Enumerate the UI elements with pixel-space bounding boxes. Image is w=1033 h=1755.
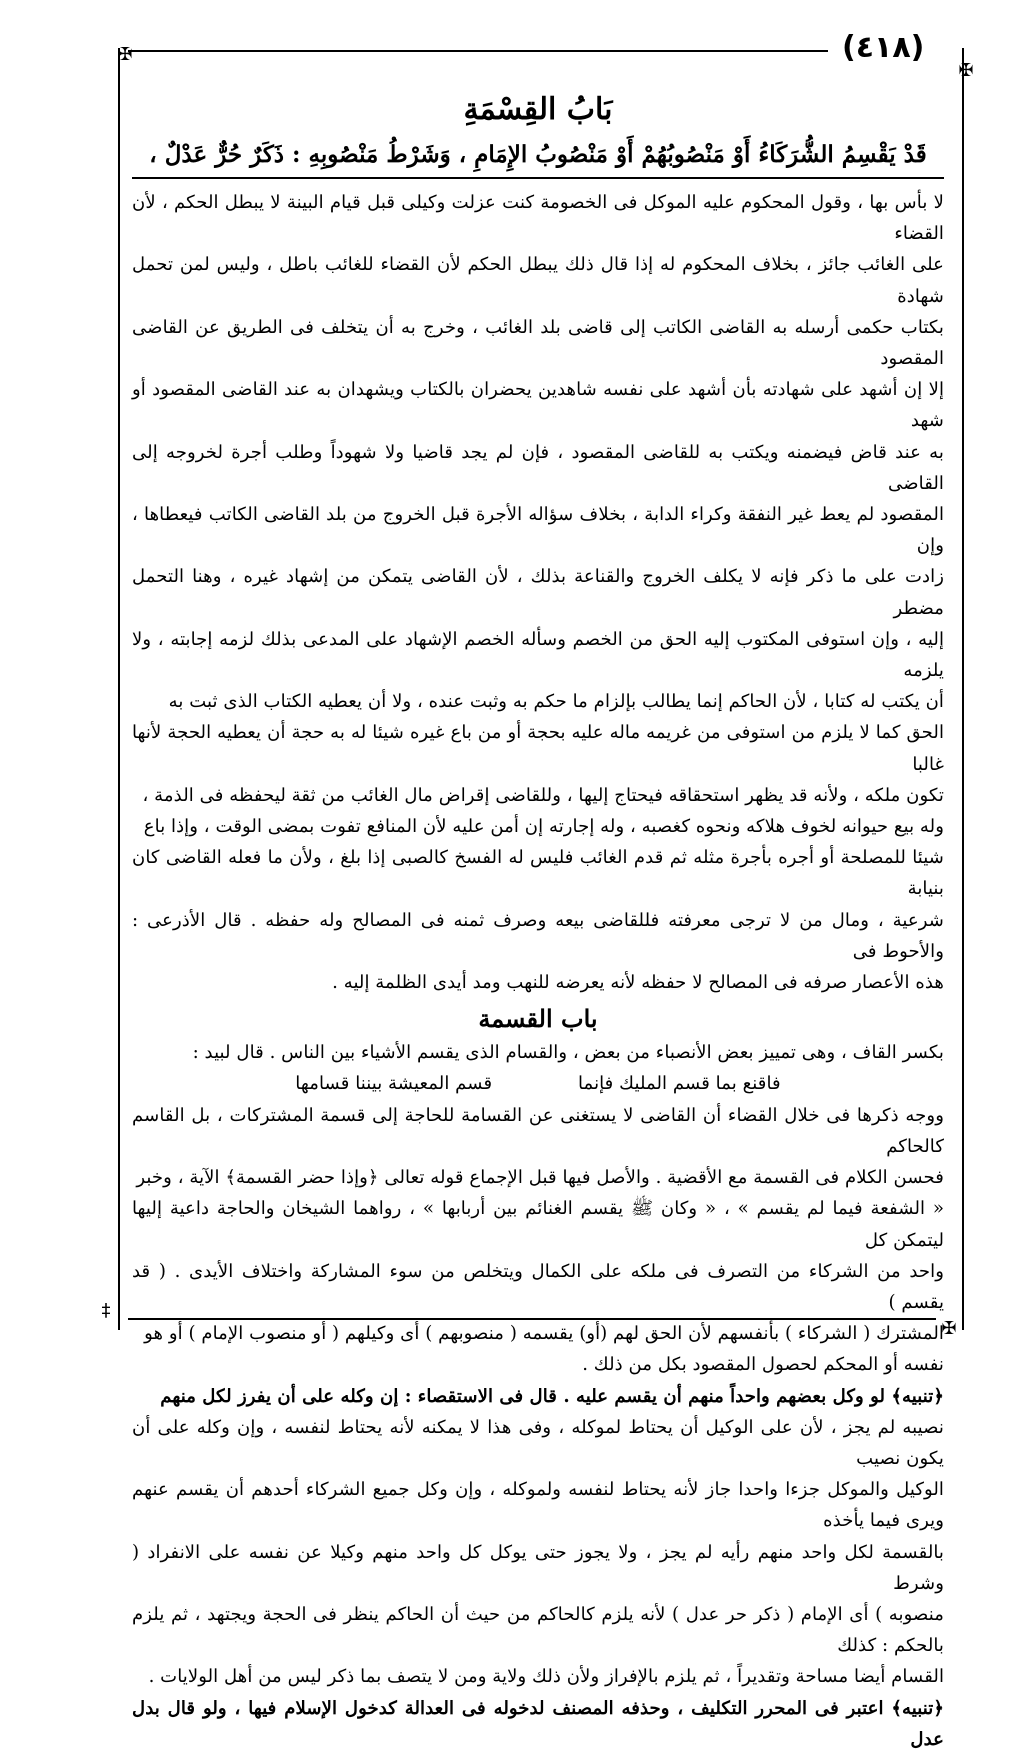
poetry-verse bbox=[132, 1068, 944, 1099]
section-title: باب القسمة bbox=[478, 1004, 598, 1034]
commentary-line: المشترك ( الشركاء ) بأنفسهم لأن الحق لهم (أو) يقسمه ( منصوبهم ) أى وكيلهم ( أو منصوب الإمام ) أو هو bbox=[144, 1323, 944, 1345]
commentary-line: أن يكتب له كتابا ، لأن الحاكم إنما يطالب بإلزام ما حكم به وثبت عنده ، ولا أن يعطيه الكتاب الذى ثبت به bbox=[168, 691, 944, 713]
commentary-line: على الغائب جائز ، بخلاف المحكوم له إذا قال ذلك يبطل الحكم لأن القضاء للغائب باطل ، وليس لمن تحمل شهادة bbox=[132, 254, 944, 307]
note-line: منصوبه ) أى الإمام ( ذكر حر عدل ) لأنه يلزم كالحاكم من حيث أن الحاكم ينظر فى الحجة ويجتهد ، ثم يلزم بالحكم : كذلك bbox=[132, 1603, 944, 1657]
ornament-bottom-right-icon: ✠ bbox=[941, 1318, 957, 1339]
commentary-line: زادت على ما ذكر فإنه لا يكلف الخروج والقناعة بذلك ، لأن القاضى يتمكن من إشهاد غيره ، وهنا التحمل مضطر bbox=[132, 566, 944, 619]
commentary-line: هذه الأعصار صرفه فى المصالح لا حفظه لأنه يعرضه للنهب ومد أيدى الظلمة إليه . bbox=[332, 972, 944, 994]
matn-divider bbox=[132, 177, 944, 179]
commentary-line: إلا إن أشهد على شهادته بأن أشهد على نفسه شاهدين يحضران بالكتاب ويشهدان به عند القاضى المقصود أو شهد bbox=[132, 379, 944, 432]
note-line: بالقسمة لكل واحد منهم رأيه لم يجز ، ولا يجوز حتى يوكل كل واحد منهم وكيلا عن نفسه على الانفراد ( وشرط bbox=[132, 1541, 944, 1594]
note-line: ﴿تنبيه﴾ لو وكل بعضهم واحداً منهم أن يقسم عليه . قال فى الاستقصاء : إن وكله على أن يفرز لكل منهم bbox=[160, 1385, 944, 1407]
commentary-line: « الشفعة فيما لم يقسم » ، « وكان ﷺ يقسم الغنائم بين أربابها » ، رواهما الشيخان والحاجة داعية إليها ليتمكن كل bbox=[132, 1198, 944, 1251]
commentary-line: تكون ملكه ، ولأنه قد يظهر استحقاقه فيحتاج إليها ، وللقاضى إقراض مال الغائب من ثقة ليحفظه فى الذمة ، bbox=[142, 784, 944, 806]
commentary-line: الحق كما لا يلزم من استوفى من غريمه ماله عليه بحجة أو من باع غيره شيئا له به حجة أن يعطيه الحجة لأنها غالبا bbox=[132, 722, 944, 775]
commentary-line: به عند قاض فيضمنه ويكتب به للقاضى المقصود ، فإن لم يجد قاضيا ولا شهوداً وطلب أجرة لخروجه إلى القاضى bbox=[132, 441, 944, 494]
matn-text: قَدْ يَقْسِمُ الشُّرَكَاءُ أَوْ مَنْصُوبُهُمْ أَوْ مَنْصُوبُ الإِمَامِ ، وَشَرْطُ مَنْصُوبِهِ : ذَكَرٌ حُرٌّ عَدْلٌ ، bbox=[149, 141, 927, 168]
ornament-top-right-icon: ✠ bbox=[958, 60, 974, 81]
page-number: (٤١٨) bbox=[842, 30, 925, 65]
commentary-line: ووجه ذكرها فى خلال القضاء أن القاضى لا يستغنى عن القسامة للحاجة إلى قسمة المشتركات ، بل القاسم كالحاكم bbox=[132, 1104, 944, 1157]
verse-hemistich-right: فاقنع بما قسم المليك فإنما bbox=[578, 1073, 781, 1095]
commentary-line: شيئا للمصلحة أو أجره بأجرة مثله ثم قدم الغائب فليس له الفسخ كالصبى إذا بلغ ، ولأن ما فعله القاضى كان بنيابة bbox=[132, 847, 944, 900]
verse-hemistich-left: قسم المعيشة بيننا قسامها bbox=[295, 1073, 493, 1095]
top-rule bbox=[128, 50, 828, 52]
commentary-line: شرعية ، ومال من لا ترجى معرفته فللقاضى بيعه وصرف ثمنه فى المصالح وله حفظه . قال الأذرعى : والأحوط فى bbox=[132, 909, 944, 962]
commentary-line: واحد من الشركاء من التصرف فى ملكه على الكمال ويتخلص من سوء المشاركة واختلاف الأيدى . ( قد يقسم ) bbox=[132, 1260, 944, 1313]
ornament-top-left-icon: ✠ bbox=[117, 44, 133, 65]
ornament-bottom-left-icon: ‡ bbox=[101, 1300, 111, 1321]
commentary-line: نفسه أو المحكم لحصول المقصود بكل من ذلك . bbox=[582, 1354, 944, 1376]
notes-block bbox=[132, 1381, 944, 1755]
note-line: الوكيل والموكل جزءا واحدا جاز لأنه يحتاط لنفسه ولموكله ، وإن وكل جميع الشركاء أحدهم أن يقسم عنهم ويرى فيما يأخذه bbox=[132, 1479, 944, 1532]
commentary-part1 bbox=[132, 187, 944, 998]
commentary-line: إليه ، وإن استوفى المكتوب إليه الحق من الخصم وسأله الخصم الإشهاد على المدعى بذلك لزمه إجابته ، ولا يلزمه bbox=[132, 628, 944, 682]
commentary-line: لا بأس بها ، وقول المحكوم عليه الموكل فى الخصومة كنت عزلت وكيلى قبل قيام البينة لا يبطل الحكم ، لأن القضاء bbox=[132, 192, 944, 245]
commentary-line: بكتاب حكمى أرسله به القاضى الكاتب إلى قاضى بلد الغائب ، وخرج به أن يتخلف فى الطريق عن القاضى المقصود bbox=[132, 316, 944, 370]
commentary-line: وله بيع حيوانه لخوف هلاكه ونحوه كغصبه ، وله إجارته إن أمن عليه لأن المنافع تفوت بمضى الوقت ، وإذا باع bbox=[143, 816, 944, 838]
note-line: نصيبه لم يجز ، لأن على الوكيل أن يحتاط لموكله ، وفى هذا لا يمكنه لأنه يحتاط لنفسه ، وإن وكله على أن يكون نصيب bbox=[132, 1416, 944, 1469]
section-intro: بكسر القاف ، وهى تمييز بعض الأنصباء من بعض ، والقسام الذى يقسم الأشياء بين الناس . قال لبيد : bbox=[192, 1042, 944, 1064]
chapter-title: بَابُ القِسْمَةِ bbox=[463, 92, 613, 127]
commentary-line: المقصود لم يعط غير النفقة وكراء الدابة ، بخلاف سؤاله الأجرة قبل الخروج من بلد القاضى الكاتب فيعطاها ، وإن bbox=[132, 504, 944, 557]
note-line: ﴿تنبيه﴾ اعتبر فى المحرر التكليف ، وحذفه المصنف لدخوله فى العدالة كدخول الإسلام فيها ، ولو قال بدل عدل bbox=[132, 1697, 944, 1750]
commentary-part2 bbox=[132, 1100, 944, 1381]
commentary-line: فحسن الكلام فى القسمة مع الأقضية . والأصل فيها قبل الإجماع قوله تعالى ﴿وإذا حضر القسمة﴾ الآية ، وخبر bbox=[136, 1167, 944, 1189]
note-line: القسام أيضا مساحة وتقديراً ، ثم يلزم بالإفراز ولأن ذلك ولاية ومن لا يتصف بما ذكر ليس من أهل الولايات . bbox=[148, 1666, 944, 1688]
page-content bbox=[132, 92, 944, 1755]
